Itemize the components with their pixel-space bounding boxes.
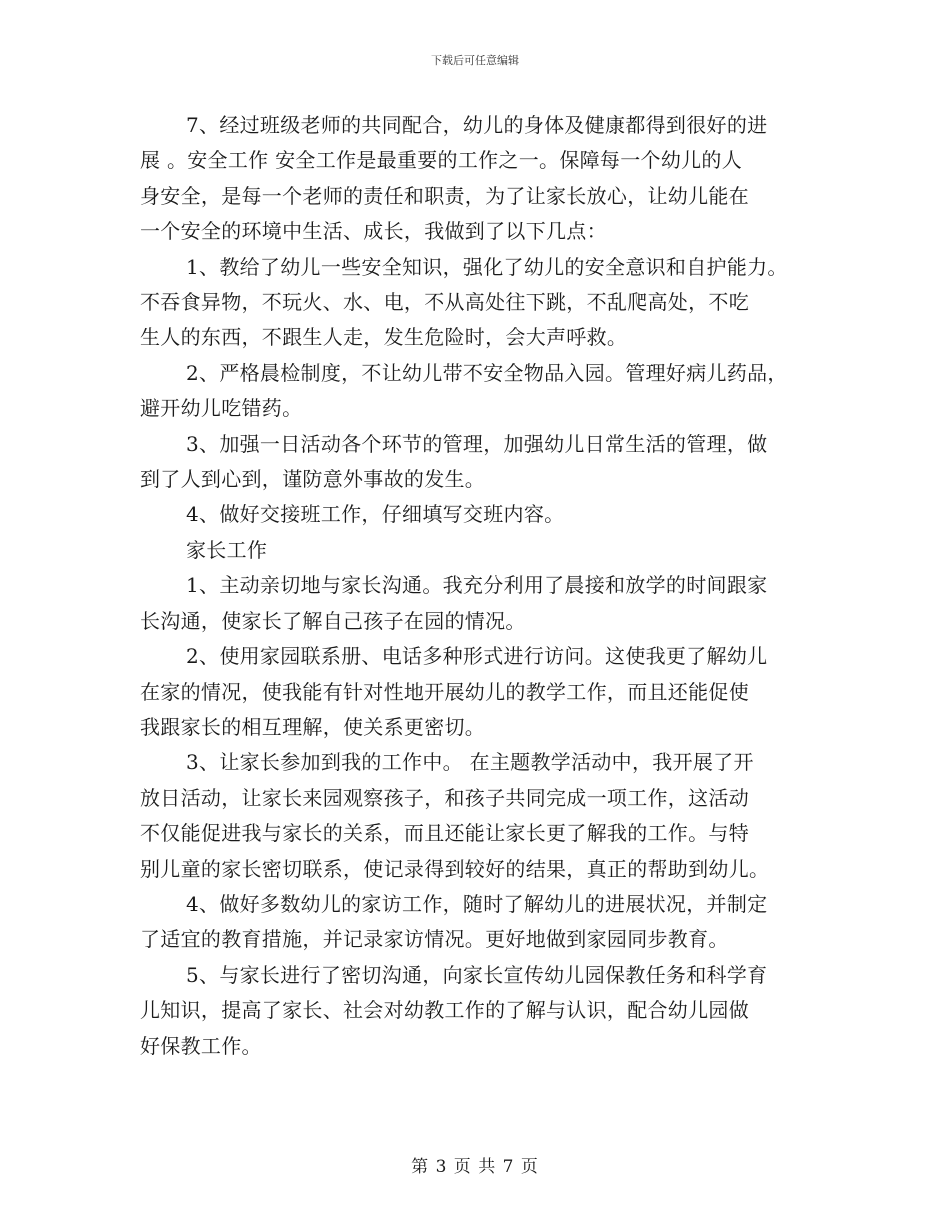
paragraph-parent-5: 5、与家长进行了密切沟通，向家长宣传幼儿园保教任务和科学育 儿知识，提高了家长、社会对幼教工作的了解与认识，配合幼儿园做 好保教工作。 [140, 962, 768, 1058]
page-number-footer: 第 3 页 共 7 页 [411, 1157, 539, 1177]
paragraph-7-safety-intro: 7、经过班级老师的共同配合，幼儿的身体及健康都得到很好的进 展 。安全工作 安全工作是最重要的工作之一。保障每一个幼儿的人 身安全，是每一个老师的责任和职责，为了让家长放心，让幼儿能在 一个安全的环境中生活、成长，我做到了以下几点： [140, 113, 768, 244]
paragraph-parent-3: 3、让家长参加到我的工作中。 在主题教学活动中，我开展了开 放日活动，让家长来园观察孩子，和孩子共同完成一项工作，这活动 不仅能促进我与家长的关系，而且还能让家长更了解我的工作。与特 别儿童的家长密切联系，使记录得到较好的结果，真正的帮助到幼儿。 [140, 750, 770, 881]
paragraph-safety-2: 2、严格晨检制度，不让幼儿带不安全物品入园。管理好病儿药品， 避开幼儿吃错药。 [140, 360, 788, 421]
document-body [140, 108, 830, 1064]
paragraph-parent-2: 2、使用家园联系册、电话多种形式进行访问。这使我更了解幼儿 在家的情况，使我能有针对性地开展幼儿的教学工作，而且还能促使 我跟家长的相互理解，使关系更密切。 [140, 644, 768, 739]
paragraph-parent-4: 4、做好多数幼儿的家访工作，随时了解幼儿的进展状况，并制定 了适宜的教育措施，并记录家访情况。更好地做到家园同步教育。 [140, 891, 768, 952]
page-header: 下载后可任意编辑 [431, 54, 519, 67]
paragraph-parent-1: 1、主动亲切地与家长沟通。我充分利用了晨接和放学的时间跟家 长沟通，使家长了解自己孩子在园的情况。 [140, 573, 768, 633]
section-heading-parent-work: 家长工作 [186, 537, 268, 562]
paragraph-safety-3: 3、加强一日活动各个环节的管理，加强幼儿日常生活的管理，做 到了人到心到，谨防意外事故的发生。 [140, 431, 768, 492]
paragraph-safety-1: 1、教给了幼儿一些安全知识，强化了幼儿的安全意识和自护能力。 不吞食异物，不玩火、水、电，不从高处往下跳，不乱爬高处，不吃 生人的东西，不跟生人走，发生危险时，会大声呼救。 [140, 254, 788, 350]
paragraph-safety-4: 4、做好交接班工作，仔细填写交班内容。 [186, 502, 565, 527]
